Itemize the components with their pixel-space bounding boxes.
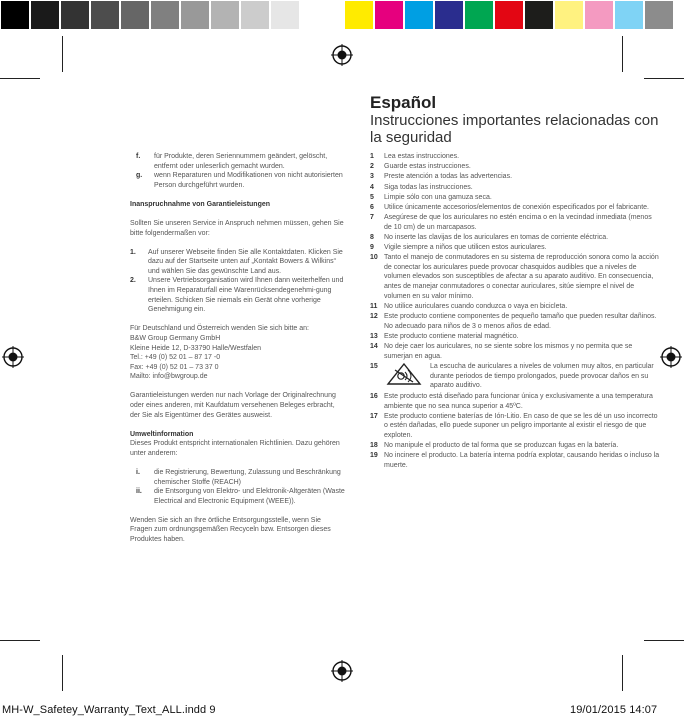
color-swatch <box>60 0 90 30</box>
address-line: Tel.: +49 (0) 52 01 – 87 17 -0 <box>130 354 221 362</box>
list-item: 15 La escucha de auriculares a niveles de volumen muy altos, en particular durante periodos de tiempo prolongados, puede provocar daños en su aparato auditivo. <box>370 363 654 390</box>
crop-mark <box>62 655 63 691</box>
grayscale-colorbar <box>0 0 330 32</box>
color-swatch <box>584 0 614 30</box>
color-swatch <box>0 0 30 30</box>
registration-mark-bottom-icon <box>331 660 353 682</box>
crop-mark <box>622 655 623 691</box>
list-item: 2 Guarde estas instrucciones. <box>370 163 471 171</box>
environment-intro: Dieses Produkt entspricht internationalen Richtlinien. Dazu gehören unter anderem: <box>130 440 340 457</box>
list-item: 18 No manipule el producto de tal forma que se produzcan fugas en la batería. <box>370 442 619 450</box>
color-swatch <box>240 0 270 30</box>
color-swatch <box>524 0 554 30</box>
list-item: 12 Este producto contiene componentes de pequeño tamaño que pueden resultar dañinos. No adecuado para niños de 3 o menos años de edad. <box>370 313 657 330</box>
process-colorbar <box>344 0 674 32</box>
list-item: 10 Tanto el manejo de conmutadores en su sistema de reproducción sonora como la acción de conectar los auriculares puede provocar chasquidos audibles que a niveles de volumen elevados son susceptibles de afectar a su aparato auditivo. En consecuencia, antes de manejar conmutadores o conectar auriculares, sitúe siempre el nivel de volumen en su valor mínimo. <box>370 254 659 300</box>
list-item: 13 Este producto contiene material magnético. <box>370 332 519 340</box>
list-item: i. die Registrierung, Bewertung, Zulassung und Beschränkung chemischer Stoffe (REACH) <box>136 468 341 486</box>
address-line: Mailto: info@bwgroup.de <box>130 373 208 381</box>
address-line: B&W Group Germany GmbH <box>130 334 221 342</box>
environment-outro: Wenden Sie sich an Ihre örtliche Entsorgungsstelle, wenn Sie Fragen zum ordnungsgemäßen Recyceln bzw. Entsorgen dieses Produktes haben. <box>130 516 331 543</box>
german-warranty-column <box>130 152 345 554</box>
list-item: 16 Este producto está diseñado para funcionar única y exclusivamente a una temperatura ambiente que no sea nunca superior a 45ºC. <box>370 392 653 410</box>
list-item: f. für Produkte, deren Seriennummern geändert, gelöscht, entfernt oder unleserlich gemacht wurden. <box>136 153 328 170</box>
date-slug: 19/01/2015 14:07 <box>570 704 658 716</box>
color-swatch <box>90 0 120 30</box>
color-swatch <box>300 0 330 30</box>
address-line: Kleine Heide 12, D-33790 Halle/Westfalen <box>130 344 262 352</box>
crop-mark <box>644 78 684 79</box>
color-swatch <box>374 0 404 30</box>
safety-heading: Instrucciones importantes relacionadas con la seguridad <box>370 112 659 146</box>
crop-mark <box>62 36 63 72</box>
crop-mark <box>0 640 40 641</box>
list-item: 14 No deje caer los auriculares, no se siente sobre los mismos y no permita que se sumerjan en agua. <box>370 343 633 360</box>
list-item: 3 Preste atención a todas las advertencias. <box>370 173 513 181</box>
list-item: 9 Vigile siempre a niños que utilicen estos auriculares. <box>370 244 547 252</box>
crop-mark <box>644 640 684 641</box>
warranty-exclusions-list <box>130 152 345 190</box>
crop-mark <box>0 78 40 79</box>
file-slug: MH-W_Safetey_Warranty_Text_ALL.indd 9 <box>2 704 216 716</box>
proof-of-purchase: Garantieleistungen werden nur nach Vorlage der Originalrechnung oder eines anderen, mit Kaufdatum versehenen Beleges erbracht, der Sie als Eigentümer des Gerätes ausweist. <box>130 392 336 419</box>
color-swatch <box>494 0 524 30</box>
crop-mark <box>622 36 623 72</box>
color-swatch <box>644 0 674 30</box>
list-item: 1 Lea estas instrucciones. <box>370 153 460 160</box>
environment-list <box>130 468 345 506</box>
address-line: Fax: +49 (0) 52 01 – 73 37 0 <box>130 363 219 371</box>
color-swatch <box>30 0 60 30</box>
list-item: ii. die Entsorgung von Elektro- und Elektronik-Altgeräten (Waste Electrical and Electronic Equipment (WEEE)). <box>136 488 345 505</box>
color-swatch <box>434 0 464 30</box>
list-item: 2. Unsere Vertriebsorganisation wird Ihnen dann weiterhelfen und Ihnen im Reparaturfall eine Warenrücksendegenehmi-gung erteilen. Schicken Sie niemals ein Gerät ohne vorherige Genehmigung ein. <box>130 277 344 314</box>
hearing-damage-warning-icon <box>386 362 422 386</box>
color-swatch <box>614 0 644 30</box>
list-item: 8 No inserte las clavijas de los auriculares en tomas de corriente eléctrica. <box>370 233 609 241</box>
list-item: 17 Este producto contiene baterías de Ión-Litio. En caso de que se les dé un uso incorrecto o estén dañadas, ello puede suponer un peligro importante al existir el riesgo de que exploten. <box>370 412 658 439</box>
color-swatch <box>150 0 180 30</box>
color-swatch <box>464 0 494 30</box>
registration-mark-top-icon <box>331 44 353 66</box>
spanish-safety-column <box>370 94 660 471</box>
color-swatch <box>210 0 240 30</box>
address-line: Für Deutschland und Österreich wenden Sie sich bitte an: <box>130 325 309 333</box>
list-item: 19 No incinere el producto. La batería interna podría explotar, causando heridas o incluso la muerte. <box>370 452 660 469</box>
list-item: 11 No utilice auriculares cuando conduzca o vaya en bicicleta. <box>370 302 568 310</box>
list-item: 5 Limpie sólo con una gamuza seca. <box>370 193 492 201</box>
safety-instructions-list-continued <box>370 392 660 471</box>
claim-intro: Sollten Sie unseren Service in Anspruch nehmen müssen, gehen Sie bitte folgendermaßen vor: <box>130 219 344 237</box>
list-item: 7 Asegúrese de que los auriculares no estén encima o en la vecindad inmediata (menos de 10 cm) de un marcapasos. <box>370 214 652 231</box>
claim-steps-list <box>130 248 345 315</box>
color-swatch <box>404 0 434 30</box>
color-swatch <box>180 0 210 30</box>
contact-address <box>130 324 345 382</box>
language-title: Español <box>370 93 437 112</box>
list-item: 4 Siga todas las instrucciones. <box>370 183 473 191</box>
color-swatch <box>554 0 584 30</box>
safety-instructions-list <box>370 152 660 361</box>
list-item: 1. Auf unserer Webseite finden Sie alle Kontaktdaten. Klicken Sie dazu auf der Startseite unten auf „Kontakt Bowers & Wilkins“ und wählen Sie das gewünschte Land aus. <box>130 248 343 275</box>
color-swatch <box>270 0 300 30</box>
list-item: 6 Utilice únicamente accesorios/elementos de conexión especificados por el fabricante. <box>370 203 649 211</box>
registration-mark-right-icon <box>660 346 682 368</box>
list-item: g. wenn Reparaturen und Modifikationen von nicht autorisierten Person durchgeführt wurden. <box>136 172 343 189</box>
environment-heading: Umweltinformation <box>130 430 194 438</box>
color-swatch <box>344 0 374 30</box>
claim-heading: Inanspruchnahme von Garantieleistungen <box>130 200 271 208</box>
registration-mark-left-icon <box>2 346 24 368</box>
color-swatch <box>120 0 150 30</box>
